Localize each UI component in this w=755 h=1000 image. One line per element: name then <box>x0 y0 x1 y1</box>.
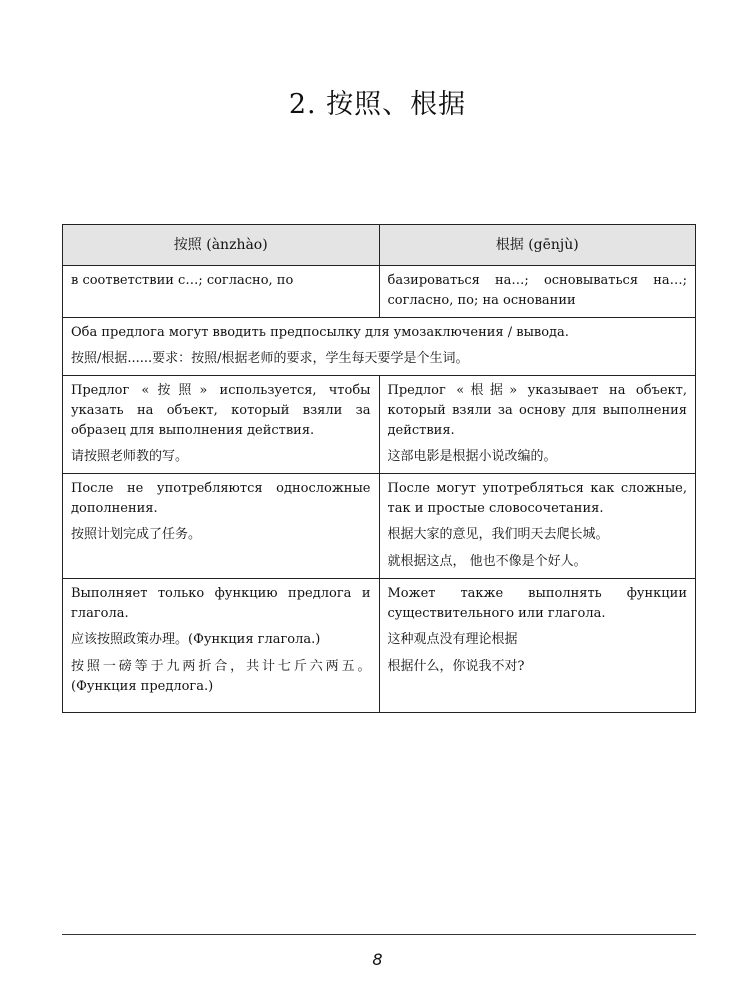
anzhao-complement-example: 按照计划完成了任务。 <box>71 527 202 542</box>
common-usage-cell <box>63 318 696 376</box>
anzhao-complement-cell <box>63 474 380 579</box>
genju-function-example-1: 这种观点没有理论根据 <box>387 632 518 647</box>
anzhao-function-cell <box>63 579 380 713</box>
genju-complement-example-2: 就根据这点， 他也不像是个好人。 <box>387 554 587 569</box>
page-number: 8 <box>372 950 383 969</box>
anzhao-function-example-1: 应该按照政策办理。(Функция глагола.) <box>71 632 321 647</box>
anzhao-complement-text: После не употребляются односложные дополнения. <box>71 481 371 516</box>
meaning-anzhao: в соответствии с…; согласно, по <box>63 266 380 318</box>
anzhao-function-text: Выполняет только функцию предлога и глагола. <box>71 586 371 621</box>
table-row <box>63 376 696 474</box>
genju-complement-example-1: 根据大家的意见，我们明天去爬长城。 <box>387 527 609 542</box>
comparison-table <box>62 224 696 713</box>
anzhao-usage-example: 请按照老师教的写。 <box>71 449 189 464</box>
common-usage-text: Оба предлога могут вводить предпосылку для умозаключения / вывода. <box>71 325 569 340</box>
header-genju: 根据 (gēnjù) <box>379 225 696 266</box>
genju-complement-cell <box>379 474 696 579</box>
table-row <box>63 266 696 318</box>
genju-function-example-2: 根据什么，你说我不对? <box>387 659 525 674</box>
genju-usage-text: Предлог «根据» указывает на объект, который взяли за основу для выполнения действия. <box>387 383 687 438</box>
header-anzhao: 按照 (ànzhào) <box>63 225 380 266</box>
common-usage-example: 按照/根据......要求：按照/根据老师的要求，学生每天要学是个生词。 <box>71 351 469 366</box>
table-row <box>63 318 696 376</box>
table-row <box>63 474 696 579</box>
meaning-genju: базироваться на…; основываться на…; согласно, по; на основании <box>379 266 696 318</box>
genju-function-cell <box>379 579 696 713</box>
genju-complement-text: После могут употребляться как сложные, так и простые словосочетания. <box>387 481 687 516</box>
genju-function-text: Может также выполнять функции существительного или глагола. <box>387 586 687 621</box>
page-title: 2. 按照、根据 <box>288 89 467 120</box>
genju-usage-cell <box>379 376 696 474</box>
table-header-row <box>63 225 696 266</box>
anzhao-usage-text: Предлог «按照» используется, чтобы указать на объект, который взяли за образец для выполнения действия. <box>71 383 371 438</box>
anzhao-usage-cell <box>63 376 380 474</box>
table-row <box>63 579 696 713</box>
genju-usage-example: 这部电影是根据小说改编的。 <box>387 449 557 464</box>
anzhao-function-example-2: 按照一磅等于九两折合，共计七斤六两五。(Функция предлога.) <box>71 659 371 694</box>
footer-divider <box>62 934 696 935</box>
